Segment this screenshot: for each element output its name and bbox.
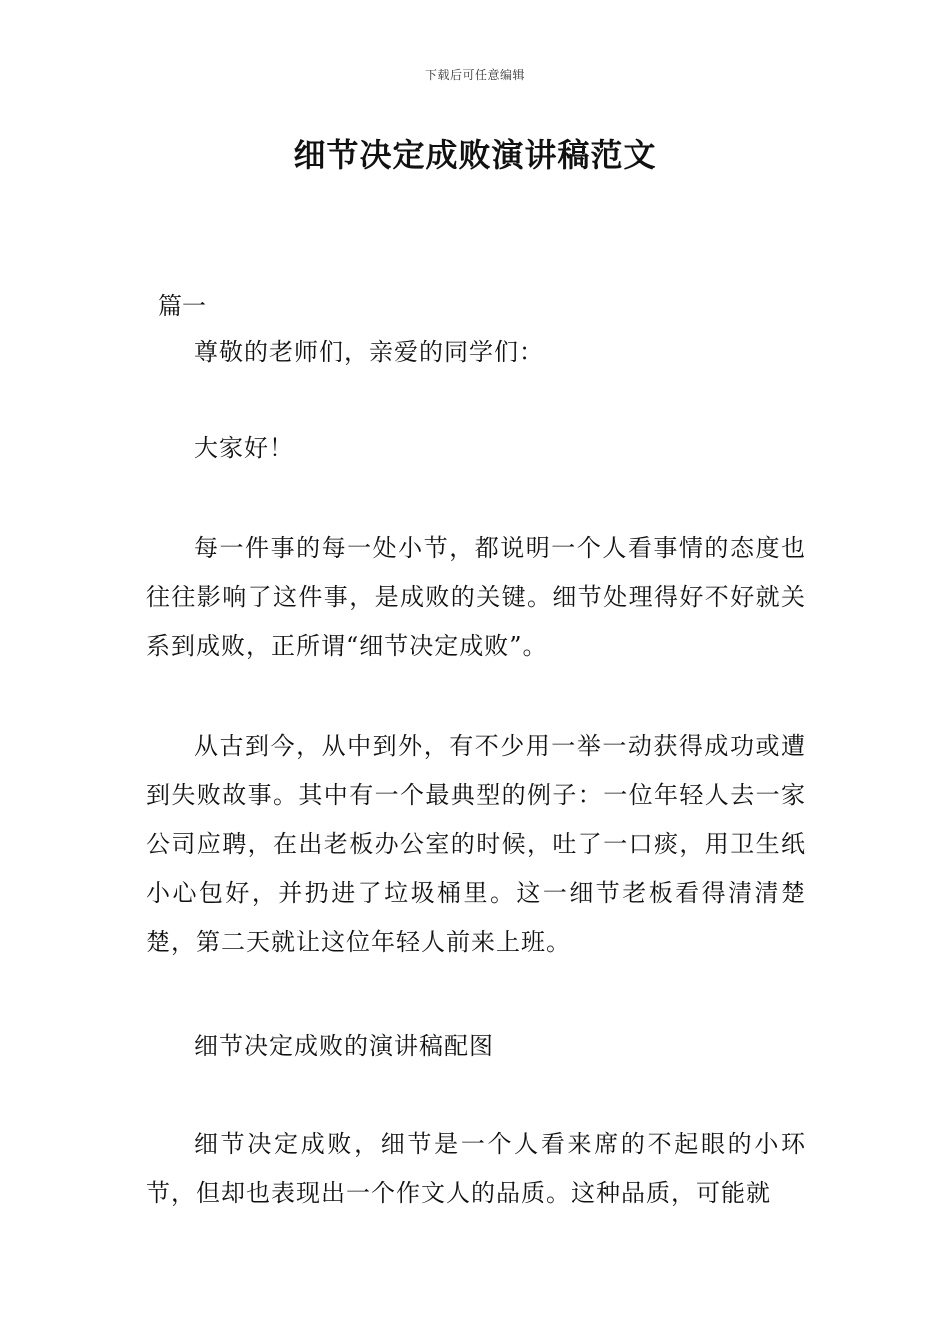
page-title: 细节决定成败演讲稿范文 — [293, 136, 657, 174]
body-paragraph-2: 从古到今，从中到外，有不少用一举一动获得成功或遭到失败故事。其中有一个最典型的例子：一位年轻人去一家公司应聘，在出老板办公室的时候，吐了一口痰，用卫生纸小心包好，并扔进了垃圾桶里。这一细节老板看得清清楚楚，第二天就让这位年轻人前来上班。 — [146, 732, 806, 956]
image-caption: 细节决定成败的演讲稿配图 — [194, 1032, 494, 1060]
body-paragraph-1: 每一件事的每一处小节，都说明一个人看事情的态度也往往影响了这件事，是成败的关键。细节处理得好不好就关系到成败，正所谓“细节决定成败”。 — [146, 534, 806, 660]
header-note: 下载后可任意编辑 — [424, 68, 525, 82]
hello-paragraph: 大家好！ — [194, 434, 294, 462]
section-label: 篇一 — [158, 292, 206, 320]
body-paragraph-3: 细节决定成败，细节是一个人看来席的不起眼的小环节，但却也表现出一个作文人的品质。这种品质，可能就 — [146, 1130, 806, 1207]
greeting-paragraph: 尊敬的老师们，亲爱的同学们： — [194, 338, 544, 366]
